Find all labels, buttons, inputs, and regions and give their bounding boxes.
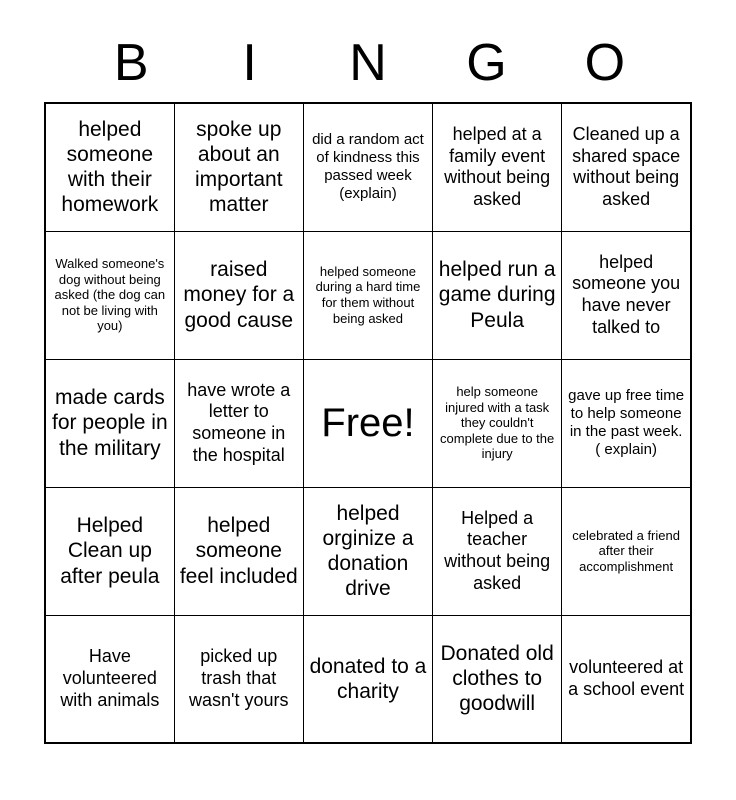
header-letter-o: O [584, 34, 626, 92]
bingo-cell[interactable]: helped someone you have never talked to [562, 231, 691, 359]
bingo-row [45, 359, 691, 487]
bingo-cell[interactable]: helped run a game during Peula [433, 231, 562, 359]
bingo-cell[interactable]: Helped a teacher without being asked [433, 487, 562, 615]
bingo-cell[interactable]: Donated old clothes to goodwill [433, 615, 562, 743]
bingo-cell[interactable]: help someone injured with a task they couldn't complete due to the injury [433, 359, 562, 487]
bingo-cell[interactable]: Cleaned up a shared space without being asked [562, 103, 691, 231]
bingo-cell[interactable]: helped orginize a donation drive [303, 487, 432, 615]
bingo-row [45, 615, 691, 743]
bingo-cell[interactable]: helped someone during a hard time for them without being asked [303, 231, 432, 359]
bingo-cell[interactable]: spoke up about an important matter [174, 103, 303, 231]
bingo-cell[interactable]: picked up trash that wasn't yours [174, 615, 303, 743]
bingo-cell[interactable]: raised money for a good cause [174, 231, 303, 359]
header-letter-g: G [466, 34, 507, 92]
bingo-cell[interactable]: helped someone feel included [174, 487, 303, 615]
header-letter-n: N [349, 34, 387, 92]
bingo-cell[interactable]: gave up free time to help someone in the past week. ( explain) [562, 359, 691, 487]
bingo-cell[interactable]: volunteered at a school event [562, 615, 691, 743]
header-letter-i: I [242, 34, 257, 92]
bingo-cell[interactable]: did a random act of kindness this passed week (explain) [303, 103, 432, 231]
bingo-header [72, 0, 664, 102]
bingo-cell[interactable]: helped someone with their homework [45, 103, 174, 231]
bingo-cell[interactable]: donated to a charity [303, 615, 432, 743]
bingo-row [45, 231, 691, 359]
bingo-cell[interactable]: made cards for people in the military [45, 359, 174, 487]
bingo-cell-free[interactable]: Free! [303, 359, 432, 487]
bingo-cell[interactable]: Have volunteered with animals [45, 615, 174, 743]
bingo-cell[interactable]: celebrated a friend after their accomplishment [562, 487, 691, 615]
bingo-cell[interactable]: Helped Clean up after peula [45, 487, 174, 615]
bingo-row [45, 487, 691, 615]
bingo-grid [44, 102, 692, 744]
bingo-cell[interactable]: have wrote a letter to someone in the hospital [174, 359, 303, 487]
bingo-cell[interactable]: helped at a family event without being asked [433, 103, 562, 231]
header-letter-b: B [113, 34, 149, 92]
bingo-row [45, 103, 691, 231]
bingo-cell[interactable]: Walked someone's dog without being asked (the dog can not be living with you) [45, 231, 174, 359]
